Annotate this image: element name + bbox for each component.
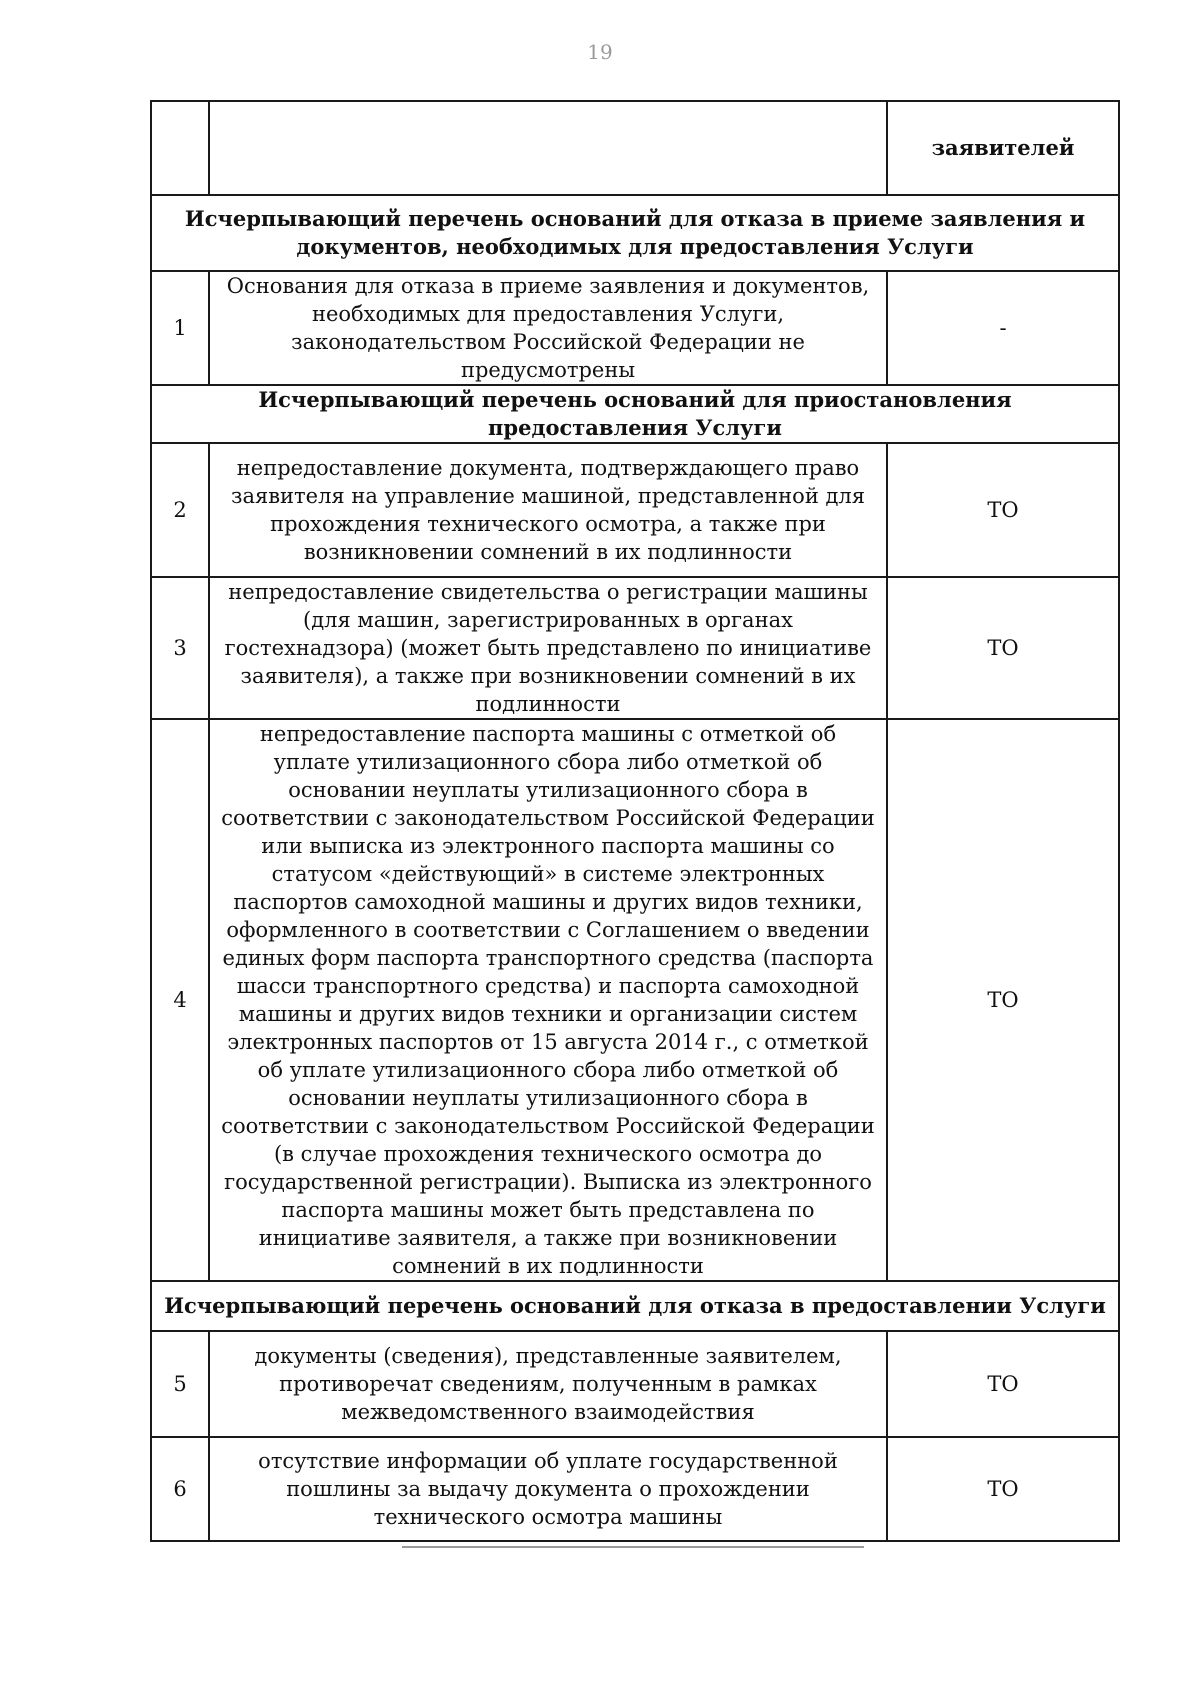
row-number: 1 — [151, 271, 209, 385]
table-row — [151, 1437, 1119, 1541]
row-responsible: ТО — [887, 443, 1119, 577]
row-text: Основания для отказа в приеме заявления и документов, необходимых для предоставления Услуги, законодательством Российской Федерации не предусмотрены — [209, 271, 887, 385]
section-header-row — [151, 385, 1119, 443]
row-text: документы (сведения), представленные заявителем, противоречат сведениям, полученным в рамках межведомственного взаимодействия — [209, 1331, 887, 1437]
table-row — [151, 101, 1119, 195]
footer-separator — [402, 1546, 864, 1548]
row-text: непредоставление документа, подтверждающего право заявителя на управление машиной, представленной для прохождения технического осмотра, а также при возникновении сомнений в их подлинности — [209, 443, 887, 577]
row-responsible: ТО — [887, 577, 1119, 719]
table-row — [151, 443, 1119, 577]
row-responsible: ТО — [887, 719, 1119, 1281]
row-number: 5 — [151, 1331, 209, 1437]
row-number: 4 — [151, 719, 209, 1281]
section-header-row — [151, 195, 1119, 271]
section-title: Исчерпывающий перечень оснований для приостановления предоставления Услуги — [151, 385, 1119, 443]
page-number: 19 — [587, 40, 613, 64]
row-number: 6 — [151, 1437, 209, 1541]
row-number: 3 — [151, 577, 209, 719]
row-text — [209, 101, 887, 195]
row-number: 2 — [151, 443, 209, 577]
table-row — [151, 271, 1119, 385]
section-header-row — [151, 1281, 1119, 1331]
grounds-table — [150, 100, 1120, 1542]
row-responsible: ТО — [887, 1331, 1119, 1437]
section-title: Исчерпывающий перечень оснований для отказа в предоставлении Услуги — [151, 1281, 1119, 1331]
table-row — [151, 1331, 1119, 1437]
section-title: Исчерпывающий перечень оснований для отказа в приеме заявления и документов, необходимых для предоставления Услуги — [151, 195, 1119, 271]
row-responsible: - — [887, 271, 1119, 385]
row-text: непредоставление паспорта машины с отметкой об уплате утилизационного сбора либо отметкой об основании неуплаты утилизационного сбора в соответствии с законодательством Российской Федерации или выписка из электронного паспорта машины со статусом «действующий» в системе электронных паспортов самоходной машины и других видов техники, оформленного в соответствии с Соглашением о введении единых форм паспорта транспортного средства (паспорта шасси транспортного средства) и паспорта самоходной машины и других видов техники и организации систем электронных паспортов от 15 августа 2014 г., с отметкой об уплате утилизационного сбора либо отметкой об основании неуплаты утилизационного сбора в соответствии с законодательством Российской Федерации (в случае прохождения технического осмотра до государственной регистрации). Выписка из электронного паспорта машины может быть представлена по инициативе заявителя, а также при возникновении сомнений в их подлинности — [209, 719, 887, 1281]
row-text: непредоставление свидетельства о регистрации машины (для машин, зарегистрированных в органах гостехнадзора) (может быть представлено по инициативе заявителя), а также при возникновении сомнений в их подлинности — [209, 577, 887, 719]
row-text: отсутствие информации об уплате государственной пошлины за выдачу документа о прохождении технического осмотра машины — [209, 1437, 887, 1541]
row-responsible: заявителей — [887, 101, 1119, 195]
row-number — [151, 101, 209, 195]
table-row — [151, 577, 1119, 719]
table-row — [151, 719, 1119, 1281]
row-responsible: ТО — [887, 1437, 1119, 1541]
